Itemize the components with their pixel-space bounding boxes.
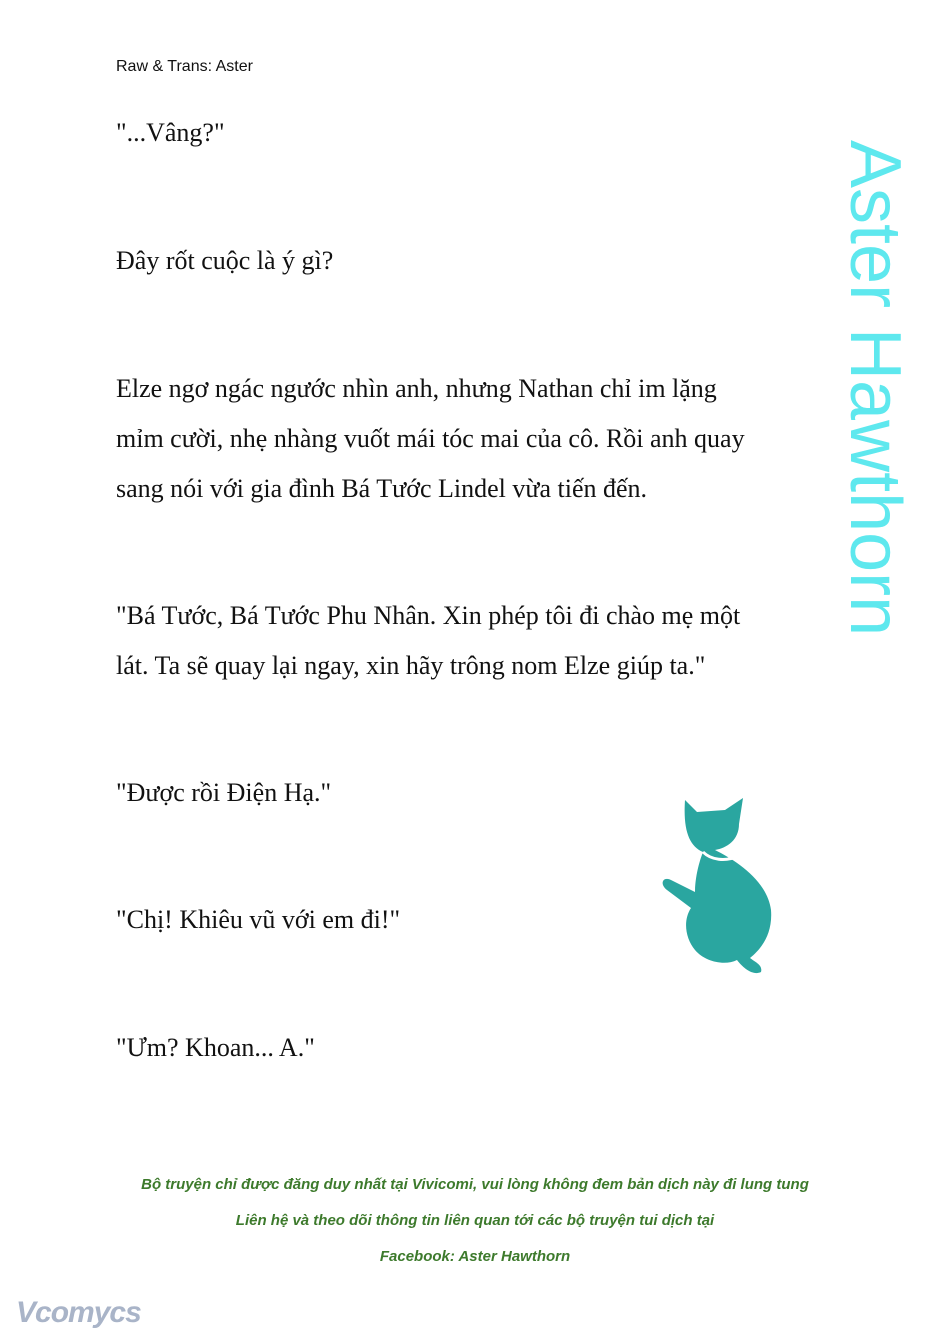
paragraph-7 [116, 1023, 315, 1073]
paragraph-4 [116, 591, 740, 691]
text-line: "Chị! Khiêu vũ với em đi!" [116, 905, 401, 934]
paragraph-6 [116, 895, 400, 945]
text-line: "...Vâng?" [116, 118, 225, 147]
footer-contact: Liên hệ và theo dõi thông tin liên quan tới các bộ truyện tui dịch tại [235, 1212, 715, 1229]
text-line: "Bá Tước, Bá Tước Phu Nhân. Xin phép tôi đi chào mẹ một [116, 601, 741, 630]
paragraph-3 [116, 364, 745, 514]
text-line: sang nói với gia đình Bá Tước Lindel vừa tiến đến. [116, 474, 648, 503]
cat-icon [655, 790, 780, 975]
header-credit: Raw & Trans: Aster [116, 58, 253, 75]
footer-facebook: Facebook: Aster Hawthorn [379, 1248, 571, 1265]
paragraph-5 [116, 768, 331, 818]
vcomycs-logo: Vcomycs [16, 1296, 141, 1329]
text-line: "Ưm? Khoan... A." [116, 1033, 315, 1062]
text-line: mỉm cười, nhẹ nhàng vuốt mái tóc mai của cô. Rồi anh quay [116, 424, 745, 453]
text-line: "Được rồi Điện Hạ." [116, 778, 332, 807]
text-line: Đây rốt cuộc là ý gì? [116, 246, 334, 275]
watermark-text: Aster Hawthorn [835, 140, 915, 637]
footer-notice: Bộ truyện chỉ được đăng duy nhất tại Vivicomi, vui lòng không đem bản dịch này đi lung tung [141, 1176, 809, 1193]
paragraph-1 [116, 108, 225, 158]
paragraph-2 [116, 236, 333, 286]
text-line: Elze ngơ ngác ngước nhìn anh, nhưng Nathan chỉ im lặng [116, 374, 717, 403]
text-line: lát. Ta sẽ quay lại ngay, xin hãy trông nom Elze giúp ta." [116, 651, 706, 680]
